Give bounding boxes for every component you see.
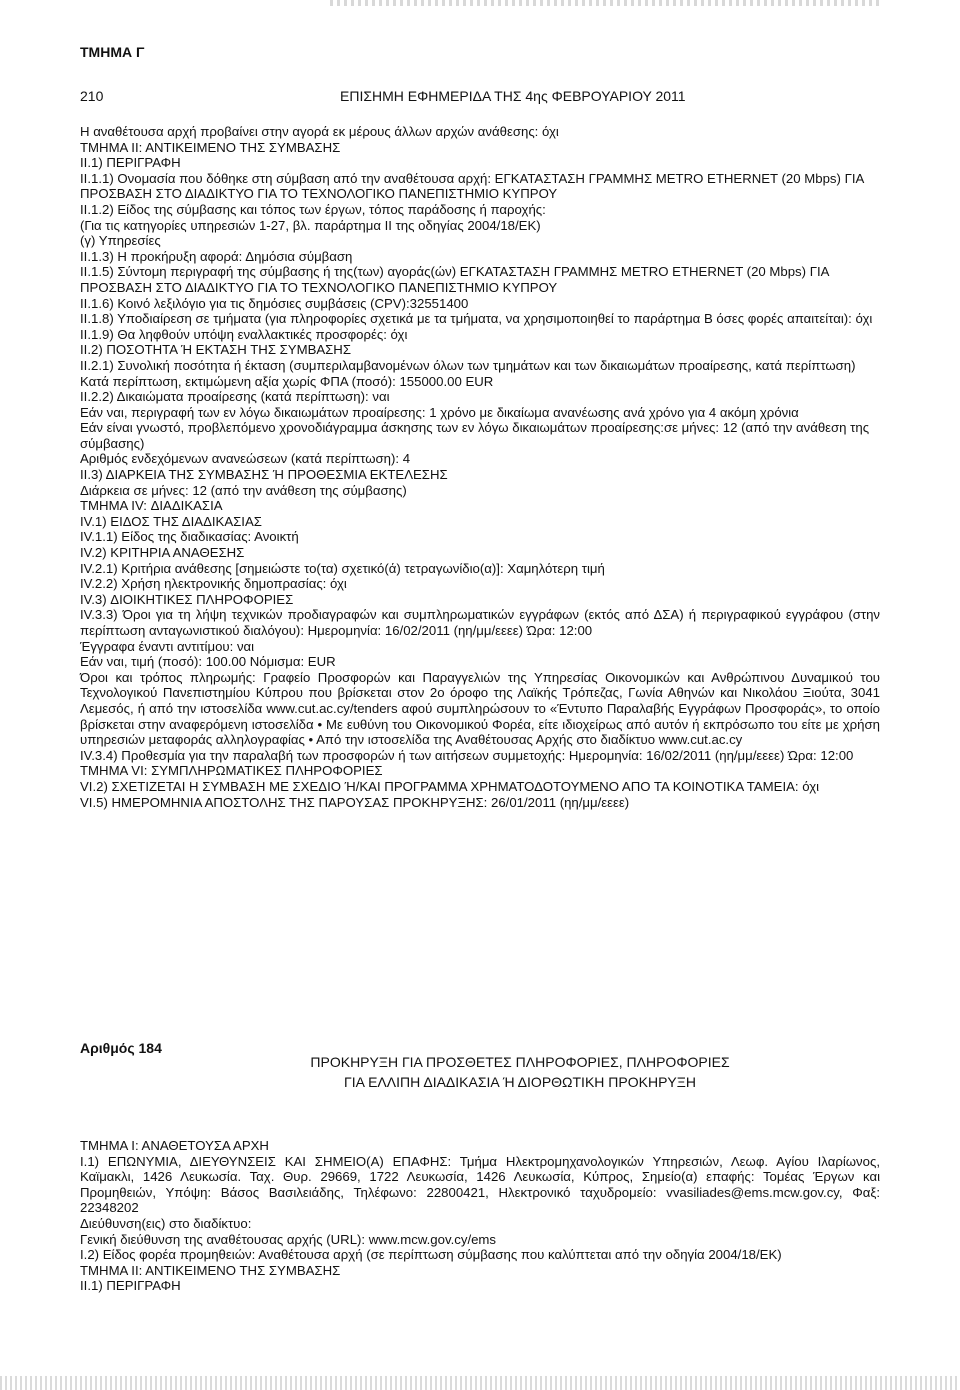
paragraph: Εάν ναι, περιγραφή των εν λόγω δικαιωμάτων προαίρεσης: 1 χρόνο με δικαίωμα ανανέωσης ανά χρόνο για 4 ακόμη χρόνια xyxy=(80,404,799,420)
paragraph: IV.1.1) Είδος της διαδικασίας: Ανοικτή xyxy=(80,529,299,545)
paragraph: IV.3.4) Προθεσμία για την παραλαβή των προσφορών ή των αιτήσεων συμμετοχής: Ημερομηνία: 16/02/2011 (ηη/μμ/εεεε) Ώρα: 12:00 xyxy=(80,747,854,763)
paragraph: IV.2.2) Χρήση ηλεκτρονικής δημοπρασίας: όχι xyxy=(80,576,347,592)
paragraph: ΙΙ.3) ΔΙΑΡΚΕΙΑ ΤΗΣ ΣΥΜΒΑΣΗΣ Ή ΠΡΟΘΕΣΜΙΑ ΕΚΤΕΛΕΣΗΣ xyxy=(80,467,448,483)
paragraph: ΙΙ.1.6) Κοινό λεξιλόγιο για τις δημόσιες συμβάσεις (CPV):32551400 xyxy=(80,295,469,311)
paragraph: Έγγραφα έναντι αντιτίμου: ναι xyxy=(80,638,255,654)
paragraph: Αριθμός ενδεχόμενων ανανεώσεων (κατά περίπτωση): 4 xyxy=(80,451,411,467)
paragraph: Ι.1) ΕΠΩΝΥΜΙΑ, ΔΙΕΥΘΥΝΣΕΙΣ ΚΑΙ ΣΗΜΕΙΟ(Α) ΕΠΑΦΗΣ: Τμήμα Ηλεκτρομηχανολογικών Υπηρεσιών, Λεωφ. Αγίου Ιλαρίωνος, Καϊμακλι, 1426 Λευκωσία. Ταχ. Θυρ. 29669, 1722 Λευκωσία, 1426 Λευκωσία, Κύπρος, Σημείο(α) επαφής: Τομέας Έργων και Προμηθειών, Υπόψη: Βάσος Βασιλειάδης, Τηλέφωνο: 22800421, Ηλεκτρονικό ταχυδρομείο: vvasiliades@ems.mcw.gov.cy, Φαξ: 22348202 xyxy=(80,1153,880,1216)
announcement-heading-line1: ΠΡΟΚΗΡΥΞΗ ΓΙΑ ΠΡΟΣΘΕΤΕΣ ΠΛΗΡΟΦΟΡΙΕΣ, ΠΛΗΡΟΦΟΡΙΕΣ xyxy=(310,1054,730,1070)
paragraph: ΙΙ.2) ΠΟΣΟΤΗΤΑ Ή ΕΚΤΑΣΗ ΤΗΣ ΣΥΜΒΑΣΗΣ xyxy=(80,342,351,358)
paragraph: Εάν είναι γνωστό, προβλεπόμενο χρονοδιάγραμμα άσκησης των εν λόγω δικαιωμάτων προαίρεσης:σε μήνες: 12 (από την ανάθεση της σύμβασης) xyxy=(80,420,870,451)
paragraph: IV.2) ΚΡΙΤΗΡΙΑ ΑΝΑΘΕΣΗΣ xyxy=(80,545,245,561)
paragraph: IV.1) ΕΙΔΟΣ ΤΗΣ ΔΙΑΔΙΚΑΣΙΑΣ xyxy=(80,513,262,529)
notice-body-part1 xyxy=(80,124,880,810)
paragraph: ΙΙ.1) ΠΕΡΙΓΡΑΦΗ xyxy=(80,1278,181,1294)
scan-artifact-bottom xyxy=(0,1376,960,1390)
paragraph: ΙΙ.1.9) Θα ληφθούν υπόψη εναλλακτικές προσφορές: όχι xyxy=(80,326,408,342)
notice-body-part2 xyxy=(80,1138,880,1294)
paragraph: IV.2.1) Κριτήρια ανάθεσης [σημειώστε το(τα) σχετικό(ά) τετραγωνίδιο(α)]: Χαμηλότερη τιμή xyxy=(80,560,605,576)
announcement-heading xyxy=(160,1052,880,1092)
paragraph: (Για τις κατηγορίες υπηρεσιών 1-27, βλ. παράρτημα ΙΙ της οδηγίας 2004/18/ΕΚ) xyxy=(80,217,541,233)
paragraph: ΤΜΗΜΑ IV: ΔΙΑΔΙΚΑΣΙΑ xyxy=(80,498,223,514)
paragraph: Η αναθέτουσα αρχή προβαίνει στην αγορά εκ μέρους άλλων αρχών ανάθεσης: όχι xyxy=(80,124,559,139)
paragraph: ΤΜΗΜΑ ΙΙ: ΑΝΤΙΚΕΙΜΕΝΟ ΤΗΣ ΣΥΜΒΑΣΗΣ xyxy=(80,1262,341,1278)
paragraph: Γενική διεύθυνση της αναθέτουσας αρχής (URL): www.mcw.gov.cy/ems xyxy=(80,1231,497,1247)
paragraph: VI.5) ΗΜΕΡΟΜΗΝΙΑ ΑΠΟΣΤΟΛΗΣ ΤΗΣ ΠΑΡΟΥΣΑΣ ΠΡΟΚΗΡΥΞΗΣ: 26/01/2011 (ηη/μμ/εεεε) xyxy=(80,794,630,810)
paragraph: ΙΙ.1.3) Η προκήρυξη αφορά: Δημόσια σύμβαση xyxy=(80,248,353,264)
paragraph: ΙΙ.1.5) Σύντομη περιγραφή της σύμβασης ή της(των) αγοράς(ών) ΕΓΚΑΤΑΣΤΑΣΗ ΓΡΑΜΜΗΣ METRO ETHERNET (20 Mbps) ΓΙΑ ΠΡΟΣΒΑΣΗ ΣΤΟ ΔΙΑΔΙΚΤΥΟ ΓΙΑ ΤΟ ΤΕΧΝΟΛΟΓΙΚΟ ΠΑΝΕΠΙΣΤΗΜΙΟ ΚΥΠΡΟΥ xyxy=(80,264,829,295)
paragraph: Όροι και τρόπος πληρωμής: Γραφείο Προσφορών και Παραγγελιών της Υπηρεσίας Οικονομικών και Ανθρώπινου Δυναμικού του Τεχνολογικού Πανεπιστημίου Κύπρου που βρίσκεται στον 2ο όροφο της Λαϊκής Τρόπεζας, Γωνία Αθηνών και Νικολάου Ξιούτα, 3041 Λεμεσός, ή από την ιστοσελίδα www.cut.ac.cy/tenders αφού συμπληρώσουν το «Έντυπο Παραλαβής Εγγράφων Προσφοράς», το οποίο βρίσκεται στην αναφερόμενη ιστοσελίδα • Με ευθύνη του Οικονομικού Φορέα, είτε ιδιοχείρως από αυτόν ή εκπρόσωπο του είτε με χρήση υπηρεσιών μεταφοράς αλληλογραφίας • Από την ιστοσελίδα της Αναθέτουσας Αρχής στο διαδίκτυο www.cut.ac.cy xyxy=(80,669,880,748)
scan-artifact-top xyxy=(330,0,880,6)
paragraph: ΙΙ.1.2) Είδος της σύμβασης και τόπος των έργων, τόπος παράδοσης ή παροχής: xyxy=(80,201,546,217)
paragraph: ΤΜΗΜΑ Ι: ΑΝΑΘΕΤΟΥΣΑ ΑΡΧΗ xyxy=(80,1138,269,1153)
paragraph: Διάρκεια σε μήνες: 12 (από την ανάθεση της σύμβασης) xyxy=(80,482,407,498)
paragraph: Διεύθυνση(εις) στο διαδίκτυο: xyxy=(80,1215,252,1231)
announcement-heading-line2: ΓΙΑ ΕΛΛΙΠΗ ΔΙΑΔΙΚΑΣΙΑ Ή ΔΙΟΡΘΩΤΙΚΗ ΠΡΟΚΗΡΥΞΗ xyxy=(344,1074,696,1090)
paragraph: Κατά περίπτωση, εκτιμώμενη αξία χωρίς ΦΠΑ (ποσό): 155000.00 EUR xyxy=(80,373,494,389)
paragraph: ΙΙ.1.8) Υποδιαίρεση σε τμήματα (για πληροφορίες σχετικά με τα τμήματα, να χρησιμοποιηθεί το παράρτημα Β όσες φορές απαιτείται): όχι xyxy=(80,311,873,327)
paragraph: ΙΙ.1.1) Ονομασία που δόθηκε στη σύμβαση από την αναθέτουσα αρχή: ΕΓΚΑΤΑΣΤΑΣΗ ΓΡΑΜΜΗΣ METRO ETHERNET (20 Mbps) ΓΙΑ ΠΡΟΣΒΑΣΗ ΣΤΟ ΔΙΑΔΙΚΤΥΟ ΓΙΑ ΤΟ ΤΕΧΝΟΛΟΓΙΚΟ ΠΑΝΕΠΙΣΤΗΜΙΟ ΚΥΠΡΟΥ xyxy=(80,170,864,202)
paragraph: ΙΙ.2.1) Συνολική ποσότητα ή έκταση (συμπεριλαμβανομένων όλων των τμημάτων και των δικαιωμάτων προαίρεσης, κατά περίπτωση) xyxy=(80,357,856,373)
paragraph: ΤΜΗΜΑ ΙΙ: ΑΝΤΙΚΕΙΜΕΝΟ ΤΗΣ ΣΥΜΒΑΣΗΣ xyxy=(80,139,341,155)
paragraph: VI.2) ΣΧΕΤΙΖΕΤΑΙ Η ΣΥΜΒΑΣΗ ΜΕ ΣΧΕΔΙΟ Ή/ΚΑΙ ΠΡΟΓΡΑΜΜΑ ΧΡΗΜΑΤΟΔΟΤΟΥΜΕΝΟ ΑΠΟ ΤΑ ΚΟΙΝΟΤΙΚΑ ΤΑΜΕΙΑ: όχι xyxy=(80,778,820,794)
gazette-title: ΕΠΙΣΗΜΗ ΕΦΗΜΕΡΙΔΑ ΤΗΣ 4ης ΦΕΒΡΟΥΑΡΙΟΥ 2011 xyxy=(340,88,686,104)
paragraph: Ι.2) Είδος φορέα προμηθειών: Αναθέτουσα αρχή (σε περίπτωση σύμβασης που καλύπτεται από την οδηγία 2004/18/ΕΚ) xyxy=(80,1247,782,1263)
page-number: 210 xyxy=(80,88,104,104)
paragraph: (γ) Υπηρεσίες xyxy=(80,233,161,249)
announcement-number: Αριθμός 184 xyxy=(80,1040,162,1056)
paragraph: IV.3.3) Όροι για τη λήψη τεχνικών προδιαγραφών και συμπληρωματικών εγγράφων (εκτός από ΔΣΑ) ή περιγραφικού εγγράφου (στην περίπτωση ανταγωνιστικού διαλόγου): Ημερομηνία: 16/02/2011 (ηη/μμ/εεεε) Ώρα: 12:00 xyxy=(80,607,880,638)
paragraph: Εάν ναι, τιμή (ποσό): 100.00 Νόμισμα: EUR xyxy=(80,654,336,670)
section-tag: ΤΜΗΜΑ Γ xyxy=(80,44,145,60)
paragraph: ΤΜΗΜΑ VI: ΣΥΜΠΛΗΡΩΜΑΤΙΚΕΣ ΠΛΗΡΟΦΟΡΙΕΣ xyxy=(80,763,383,779)
paragraph: ΙΙ.2.2) Δικαιώματα προαίρεσης (κατά περίπτωση): ναι xyxy=(80,389,390,405)
paragraph: ΙΙ.1) ΠΕΡΙΓΡΑΦΗ xyxy=(80,155,181,171)
paragraph: IV.3) ΔΙΟΙΚΗΤΙΚΕΣ ΠΛΗΡΟΦΟΡΙΕΣ xyxy=(80,591,294,607)
